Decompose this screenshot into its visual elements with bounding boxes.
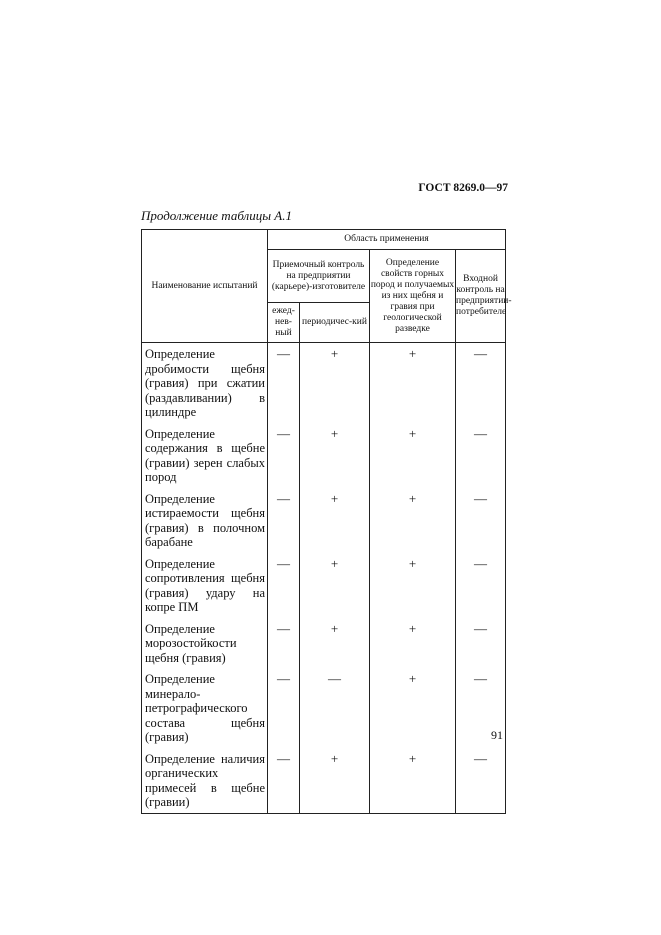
periodic-mark: — [300,668,370,748]
test-name-cell: Определение дробимости щебня (гравия) при сжатии (раздавливании) в цилиндре [142,343,268,423]
daily-mark: — [268,488,300,553]
daily-mark: — [268,423,300,488]
incoming-mark: — [456,343,506,423]
column-header-acceptance-control: Приемочный контроль на предприятии (карьере)-изготовителе [268,250,370,303]
column-header-scope: Область применения [268,230,506,250]
incoming-mark: — [456,668,506,748]
geology-mark: + [370,488,456,553]
geology-mark: + [370,618,456,669]
test-name-cell: Определение сопротивления щебня (гравия) удару на копре ПМ [142,553,268,618]
test-name-cell: Определение морозостойкости щебня (гравия) [142,618,268,669]
test-name-cell: Определение наличия органических примесей в щебне (гравии) [142,748,268,814]
test-name-cell: Определение минерало-петрографического состава щебня (гравия) [142,668,268,748]
periodic-mark: + [300,748,370,814]
periodic-mark: + [300,618,370,669]
page-number: 91 [491,728,503,742]
test-name-cell: Определение истираемости щебня (гравия) в полочном барабане [142,488,268,553]
periodic-mark: + [300,553,370,618]
table-row [142,553,506,618]
daily-mark: — [268,343,300,423]
geology-mark: + [370,553,456,618]
geology-mark: + [370,748,456,814]
column-header-incoming-control: Входной контроль на предприятии-потребителе [456,250,506,343]
table-row [142,618,506,669]
table-continuation-caption: Продолжение таблицы А.1 [141,208,292,223]
table-row [142,343,506,423]
geology-mark: + [370,668,456,748]
incoming-mark: — [456,618,506,669]
table-row [142,488,506,553]
table-row [142,748,506,814]
periodic-mark: + [300,343,370,423]
daily-mark: — [268,618,300,669]
geology-mark: + [370,423,456,488]
document-code: ГОСТ 8269.0—97 [418,182,508,194]
table-row [142,668,506,748]
geology-mark: + [370,343,456,423]
column-header-periodic: периодичес-кий [300,303,370,343]
periodic-mark: + [300,423,370,488]
column-header-test-name: Наименование испытаний [142,230,268,343]
incoming-mark: — [456,488,506,553]
table-row [142,423,506,488]
incoming-mark: — [456,553,506,618]
incoming-mark: — [456,748,506,814]
daily-mark: — [268,553,300,618]
test-name-cell: Определение содержания в щебне (гравии) зерен слабых пород [142,423,268,488]
daily-mark: — [268,748,300,814]
column-header-geological-survey: Определение свойств горных пород и получаемых из них щебня и гравия при геологической разведке [370,250,456,343]
daily-mark: — [268,668,300,748]
incoming-mark: — [456,423,506,488]
test-scope-table [141,229,512,814]
column-header-daily: ежед-нев-ный [268,303,300,343]
periodic-mark: + [300,488,370,553]
